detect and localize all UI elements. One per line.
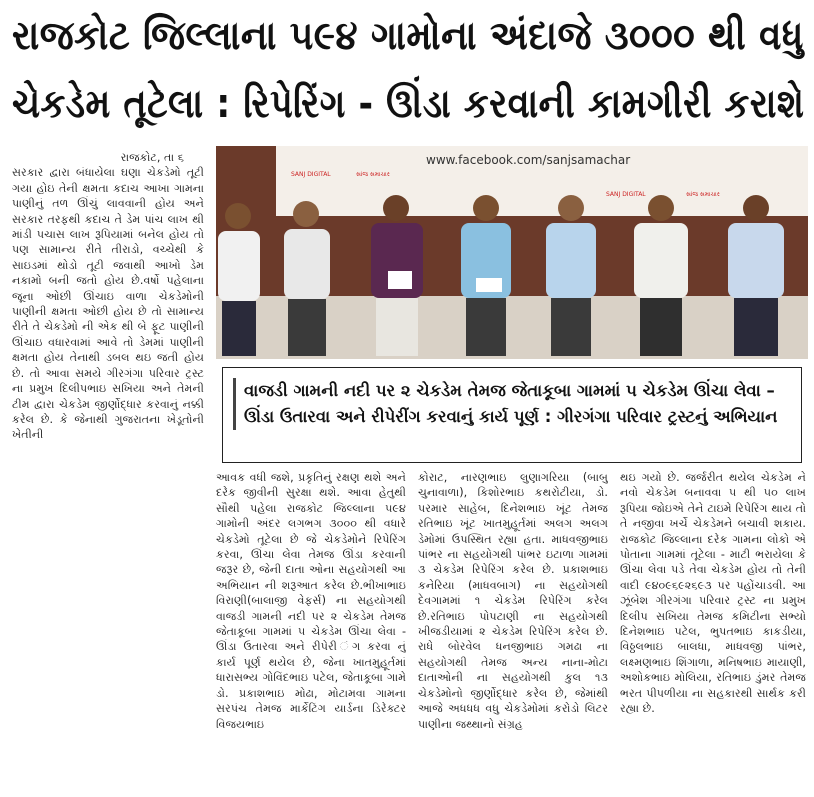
subheadline: વાજડી ગામની નદી પર ૨ ચેકડેમ તેમજ જેતાકૂબા ગામમાં ૫ ચેકડેમ ઊંચા લેવા – ઊંડા ઉતારવા અને રીપેરીંગ કરવાનું કાર્ય પૂર્ણ : ગીરગંગા પરિવાર ટ્રસ્ટનું અભિયાન bbox=[233, 378, 791, 430]
photo-illustration bbox=[216, 146, 808, 359]
dateline: રાજકોટ, તા ૬ bbox=[120, 151, 184, 164]
banner-logo-2: સાંજ સમાચાર bbox=[356, 171, 390, 178]
article-column-4 bbox=[620, 470, 806, 790]
article-column-3 bbox=[418, 470, 608, 790]
subheadline-box bbox=[222, 367, 802, 463]
banner-logo-3: SANJ DIGITAL bbox=[606, 191, 646, 198]
banner-logo-4: સાંજ સમાચાર bbox=[686, 191, 720, 198]
banner-url: www.facebook.com/sanjsamachar bbox=[426, 153, 631, 167]
headline-line-2: ચેકડેમ તૂટેલા : રિપેરિંગ - ઊંડા કરવાની કામગીરી કરાશે bbox=[12, 81, 805, 127]
article-column-2 bbox=[216, 470, 406, 790]
column-1-text: સરકાર દ્વારા બંધાયેલા ઘણા ચેકડેમો તૂટી ગયા હોઇ તેની ક્ષમતા કદાચ આખા ગામના પાણીનું તળ ઊંચું લાવવાની હોય અને સરકાર તરફથી કદાચ તે ડેમ પાંચ લાખ થી માંડી પચાસ લાખ રૂપિયામાં બનેલ હોય તો પણ સામાન્ય રીતે તીરાડો, વચ્ચેથી કે સાઇડમાં થોડો તૂટી જવાથી આખો ડેમ નકામો બની જતો હોય છે.વર્ષો પહેલાના જૂના ઓછી ઊંચાઇ વાળા ચેકડેમોની પાણીની ક્ષમતા ઓછી હોય છે તો સામાન્ય રીતે તે ચેકડેમો ની એક થી બે ફૂટ પાણીની ઊંચાઇ વધારવામાં આવે તો ડેમમાં પાણીની ક્ષમતા હોય તેનાથી ડબલ થઇ જતી હોય છે. તો આવા સમયે ગીરગંગા પરિવાર ટ્રસ્ટ ના પ્રમુખ દિલીપભાઇ સખિયા અને તેમની ટીમ દ્વારા ચેકડેમ જીર્ણોદ્ધાર કરવાનું નક્કી કરેલ છે. કે જેનાથી ગુજરાતના ખેડૂતોની ખેતીની bbox=[12, 166, 204, 442]
headline-line-1: રાજકોટ જિલ્લાના ૫૯૪ ગામોના અંદાજે ૩૦૦૦ થી વધુ bbox=[12, 13, 804, 59]
column-4-text: થઇ ગયો છે. જર્જરીત થયેલ ચેકડેમ ને નવો ચેકડેમ બનાવવા ૫ થી ૫૦ લાખ રૂપિયા જોઇએ તેને ટાઇમે રિપેરિંગ થાય તો તે નજીવા ખર્ચે ચેકડેમને બચાવી શકાય. રાજકોટ જિલ્લાના દરેક ગામના લોકો એ પોતાના ગામમાં તૂટેલા - માટી ભરાયેલા કે ઊંચા લેવા પડે તેવા ચેકડેમ હોય તો તેની વાદી ૯૪૦૯૬૯૨૬૯૩ પર પહોંચાડવી. આ ઝૂંબેશ ગીરગંગા પરિવાર ટ્રસ્ટ ના પ્રમુખ દિલીપ સખિયા તેમજ કમિટીના સભ્યો દિનેશભાઇ પટેલ, ભુપતભાઇ કાકડીયા, વિઠ્ઠલભાઇ બાલધા, માધવજી પાંભર, લક્ષ્મણભાઇ શિંગાળા, મનિષભાઇ માયાણી, અશોકભાઇ મોલિયા, રતિભાઇ ડુંમર તેમજ ભરત પીપળીયા ના સહકારથી સાર્થક કરી રહ્યા છે. bbox=[620, 471, 806, 716]
news-photo bbox=[216, 146, 808, 359]
column-2-text: આવક વધી જશે, પ્રકૃતિનું રક્ષણ થશે અને દરેક જીવીની સુરક્ષા થશે. આવા હેતુથી સૌથી પહેલા રાજકોટ જિલ્લાના ૫૯૪ ગામોની અંદર લગભગ ૩૦૦૦ થી વધારે ચેકડેમો તૂટેલા છે જે ચેકડેમોને રિપેરિંગ કરવા, ઊંચા લેવા તેમજ ઊંડા કરવાની જરૂર છે, જેની દાતા ઓના સહયોગથી આ અભિયાન ની શરૂઆત કરેલ છે.ભીખાભાઇ વિરાણી(બાલાજી વેફર્સ) ના સહયોગથી વાજડી ગામની નદી પર ૨ ચેકડેમ તેમજ જેતાકૂબા ગામમાં ૫ ચેકડેમ ઊંચા લેવા - ઊંડા ઉતારવા અને રીપેરી ંગ કરવા નું કાર્ય પૂર્ણ થયેલ છે, જેના ખાતમુહૂર્તમાં ધારાસભ્ય ગોવિંદભાઇ પટેલ, જેતાકૂબા ગામે ડો. પ્રકાશભાઇ મોઢા, મોટામવા ગામના સરપંચ તેમજ માર્કેટિંગ યાર્ડના ડિરેક્ટર વિજયભાઇ bbox=[216, 471, 406, 731]
column-3-text: કોરાટ, નારણભાઇ લુણાગરિયા (બાબુ ચુનાવાળા), કિશોરભાઇ કથરોટીયા, ડો. પરમાર સાહેબ, દિનેશભાઇ ખૂંટ તેમજ રતિભાઇ ખૂંટ ખાતમુહૂર્તમાં અલગ અલગ ડેમોમાં ઉપસ્થિત રહ્યા હતા. માધવજીભાઇ પાંભર ના સહયોગથી પાંભર ઇટાળા ગામમાં ૩ ચેકડેમ રિપેરિંગ કરેલ છે. પ્રકાશભાઇ કનેરિયા (માધવબાગ) ના સહયોગથી દેવગામમાં ૧ ચેકડેમ રિપેરિંગ કરેલ છે.રતિભાઇ પોપટાણી ના સહયોગથી ખીજડીયામાં ૨ ચેકડેમ રિપેરિંગ કરેલ છે. રાધે બોરવેલ ધનજીભાઇ ગમઢા ના સહયોગથી તેમજ અન્ય નાના-મોટા દાતાઓની ના સહયોગથી કુલ ૧૩ ચેકડેમોનો જીર્ણોદ્ધાર કરેલ છે, જેમાંથી આજે અધધધ વધુ ચેકડેમોમાં કરોડો લિટર પાણીના જથ્થાનો સંગ્રહ bbox=[418, 471, 608, 731]
article-column-1 bbox=[12, 150, 204, 525]
banner-logo-1: SANJ DIGITAL bbox=[291, 171, 331, 178]
